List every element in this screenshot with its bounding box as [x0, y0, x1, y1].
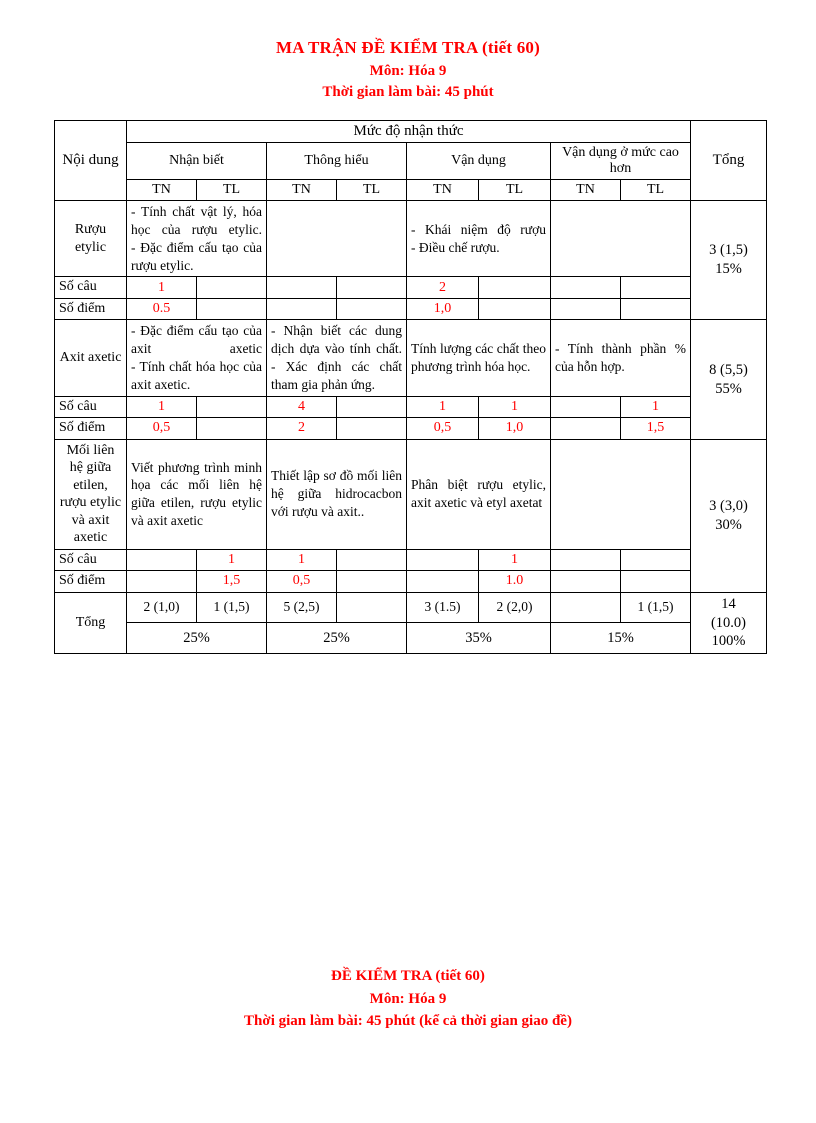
socau-2-c6 — [551, 396, 621, 418]
document-footer-block — [0, 965, 816, 1033]
totals-grand-cell — [691, 592, 767, 654]
section-2-nhanbiet-line-1: - Đặc điểm cấu tạo của axit axetic — [131, 323, 262, 357]
socau-3-c4 — [407, 549, 479, 571]
sodiem-2-c0: 0,5 — [127, 418, 197, 440]
section-3-tong-cell — [691, 439, 767, 592]
header-subcol-tn-2: TN — [267, 180, 337, 201]
header-level-vandungcao: Vận dụng ở mức cao hơn — [551, 143, 691, 180]
socau-3-c1: 1 — [197, 549, 267, 571]
section-row-sodiem-2 — [55, 418, 767, 440]
totals-percent-thonghieu: 25% — [267, 622, 407, 653]
section-3-vandung-cell — [407, 439, 551, 549]
section-1-vandung-cell — [407, 201, 551, 277]
section-row-socau-2 — [55, 396, 767, 418]
socau-1-c3 — [337, 277, 407, 299]
title-line-2: Môn: Hóa 9 — [369, 62, 447, 79]
label-socau-3: Số câu — [55, 549, 127, 571]
totals-count-c2: 5 (2,5) — [267, 592, 337, 622]
section-1-tong-percent: 15% — [715, 261, 742, 278]
sodiem-2-c7: 1,5 — [621, 418, 691, 440]
socau-3-c5: 1 — [479, 549, 551, 571]
table-header-row-2 — [55, 143, 767, 180]
sodiem-3-c7 — [621, 571, 691, 593]
section-2-vandungcao-line-1: - Tính thành phần % của hỗn hợp. — [555, 341, 686, 375]
socau-3-c7 — [621, 549, 691, 571]
sodiem-2-c6 — [551, 418, 621, 440]
label-socau-2: Số câu — [55, 396, 127, 418]
sodiem-1-c0: 0.5 — [127, 298, 197, 320]
label-socau-1: Số câu — [55, 277, 127, 299]
section-3-vandungcao-cell — [551, 439, 691, 549]
header-subcol-tn-1: TN — [127, 180, 197, 201]
section-1-nhanbiet-line-1: - Tính chất vật lý, hóa học của rượu etylic. — [131, 204, 262, 237]
socau-1-c7 — [621, 277, 691, 299]
socau-2-c1 — [197, 396, 267, 418]
sodiem-1-c5 — [479, 298, 551, 320]
sodiem-3-c0 — [127, 571, 197, 593]
sodiem-3-c2: 0,5 — [267, 571, 337, 593]
document-title-block — [0, 0, 816, 104]
section-1-vandung-line-2: - Điều chế rượu. — [411, 239, 500, 255]
sodiem-2-c5: 1,0 — [479, 418, 551, 440]
label-sodiem-2: Số điểm — [55, 418, 127, 440]
section-1-vandung-line-1: - Khái niệm độ rượu — [411, 221, 546, 237]
totals-grand-points: (10.0) — [710, 614, 747, 631]
totals-count-c5: 2 (2,0) — [479, 592, 551, 622]
sodiem-1-c2 — [267, 298, 337, 320]
section-2-vandung-cell — [407, 320, 551, 396]
footer-line-3: Thời gian làm bài: 45 phút (kể cả thời gian giao đề) — [244, 1013, 572, 1029]
section-3-thonghieu-cell — [267, 439, 407, 549]
totals-count-c0: 2 (1,0) — [127, 592, 197, 622]
section-3-nhanbiet-cell — [127, 439, 267, 549]
section-row-content-3 — [55, 439, 767, 549]
socau-1-c6 — [551, 277, 621, 299]
sodiem-2-c3 — [337, 418, 407, 440]
title-line-1: MA TRẬN ĐỀ KIỂM TRA (tiết 60) — [276, 38, 540, 57]
socau-2-c3 — [337, 396, 407, 418]
sodiem-1-c7 — [621, 298, 691, 320]
section-3-tong-percent: 30% — [715, 516, 742, 533]
socau-3-c6 — [551, 549, 621, 571]
header-level-nhanbiet: Nhận biết — [127, 143, 267, 180]
footer-line-2: Môn: Hóa 9 — [369, 990, 447, 1007]
socau-1-c4: 2 — [407, 277, 479, 299]
title-line-3: Thời gian làm bài: 45 phút — [322, 84, 494, 101]
sodiem-2-c2: 2 — [267, 418, 337, 440]
section-2-thonghieu-cell — [267, 320, 407, 396]
sodiem-2-c1 — [197, 418, 267, 440]
sodiem-1-c1 — [197, 298, 267, 320]
section-1-nhanbiet-cell — [127, 201, 267, 277]
section-row-content-1 — [55, 201, 767, 277]
header-subcol-tl-2: TL — [337, 180, 407, 201]
section-3-thonghieu-line-1: Thiết lập sơ đồ mối liên hệ giữa hidrocacbon với rượu và axit.. — [271, 468, 402, 520]
section-row-socau-3 — [55, 549, 767, 571]
section-1-nhanbiet-line-2: - Đặc điểm cấu tạo của rượu etylic. — [131, 239, 262, 273]
socau-3-c2: 1 — [267, 549, 337, 571]
section-name-3: Mối liên hệ giữa etilen, rượu etylic và axit axetic — [55, 439, 127, 549]
section-2-tong-count: 8 (5,5) — [709, 361, 748, 378]
section-2-tong-percent: 55% — [715, 380, 742, 397]
sodiem-1-c4: 1,0 — [407, 298, 479, 320]
header-subcol-tl-4: TL — [621, 180, 691, 201]
socau-2-c2: 4 — [267, 396, 337, 418]
section-2-thonghieu-line-2: - Xác định các chất tham gia phản ứng. — [271, 359, 402, 392]
sodiem-3-c4 — [407, 571, 479, 593]
sodiem-3-c5: 1.0 — [479, 571, 551, 593]
totals-count-c6 — [551, 592, 621, 622]
totals-count-c4: 3 (1.5) — [407, 592, 479, 622]
totals-percent-vandung: 35% — [407, 622, 551, 653]
table-header-row-1 — [55, 121, 767, 143]
totals-percent-vandungcao: 15% — [551, 622, 691, 653]
section-row-sodiem-1 — [55, 298, 767, 320]
header-tong: Tổng — [691, 121, 767, 201]
section-3-tong-count: 3 (3,0) — [709, 497, 748, 514]
sodiem-3-c6 — [551, 571, 621, 593]
sodiem-3-c1: 1,5 — [197, 571, 267, 593]
header-subcol-tn-4: TN — [551, 180, 621, 201]
header-level-vandung: Vận dụng — [407, 143, 551, 180]
socau-1-c0: 1 — [127, 277, 197, 299]
header-level-thonghieu: Thông hiểu — [267, 143, 407, 180]
totals-grand-count: 14 — [721, 595, 736, 612]
label-sodiem-3: Số điểm — [55, 571, 127, 593]
socau-2-c4: 1 — [407, 396, 479, 418]
totals-row-percents — [55, 622, 767, 653]
socau-1-c2 — [267, 277, 337, 299]
matrix-table-wrapper — [0, 104, 816, 654]
section-1-thonghieu-cell — [267, 201, 407, 277]
header-subcol-tn-3: TN — [407, 180, 479, 201]
totals-count-c3 — [337, 592, 407, 622]
sodiem-1-c3 — [337, 298, 407, 320]
sodiem-1-c6 — [551, 298, 621, 320]
table-header-row-3 — [55, 180, 767, 201]
header-subcol-tl-3: TL — [479, 180, 551, 201]
sodiem-3-c3 — [337, 571, 407, 593]
totals-percent-nhanbiet: 25% — [127, 622, 267, 653]
section-row-socau-1 — [55, 277, 767, 299]
section-1-tong-cell — [691, 201, 767, 320]
section-3-nhanbiet-line-1: Viết phương trình minh họa các mối liên hệ giữa etilen, rượu etylic và axit axetic — [131, 459, 262, 529]
socau-1-c5 — [479, 277, 551, 299]
totals-label: Tổng — [55, 592, 127, 654]
section-2-tong-cell — [691, 320, 767, 439]
label-sodiem-1: Số điểm — [55, 298, 127, 320]
section-row-sodiem-3 — [55, 571, 767, 593]
sodiem-2-c4: 0,5 — [407, 418, 479, 440]
section-name-2: Axit axetic — [55, 320, 127, 396]
header-subcol-tl-1: TL — [197, 180, 267, 201]
section-1-tong-count: 3 (1,5) — [709, 242, 748, 259]
socau-2-c0: 1 — [127, 396, 197, 418]
section-1-vandungcao-cell — [551, 201, 691, 277]
exam-matrix-table — [54, 120, 767, 654]
header-noidung: Nội dung — [55, 121, 127, 201]
totals-count-c1: 1 (1,5) — [197, 592, 267, 622]
socau-2-c7: 1 — [621, 396, 691, 418]
socau-2-c5: 1 — [479, 396, 551, 418]
totals-count-c7: 1 (1,5) — [621, 592, 691, 622]
section-2-thonghieu-line-1: - Nhận biết các dung dịch dựa vào tính chất. — [271, 323, 402, 357]
section-3-vandung-line-1: Phân biệt rượu etylic, axit axetic và etyl axetat — [411, 477, 546, 511]
section-2-vandung-line-1: Tính lượng các chất theo phương trình hóa học. — [411, 341, 546, 375]
socau-1-c1 — [197, 277, 267, 299]
socau-3-c0 — [127, 549, 197, 571]
socau-3-c3 — [337, 549, 407, 571]
section-2-nhanbiet-cell — [127, 320, 267, 396]
section-row-content-2 — [55, 320, 767, 396]
section-2-vandungcao-cell — [551, 320, 691, 396]
footer-line-1: ĐỀ KIỂM TRA (tiết 60) — [331, 968, 485, 984]
header-mucdo: Mức độ nhận thức — [127, 121, 691, 143]
totals-grand-percent: 100% — [711, 633, 746, 650]
section-2-nhanbiet-line-2: - Tính chất hóa học của axit axetic. — [131, 359, 262, 392]
section-name-1: Rượu etylic — [55, 201, 127, 277]
totals-row-counts — [55, 592, 767, 622]
